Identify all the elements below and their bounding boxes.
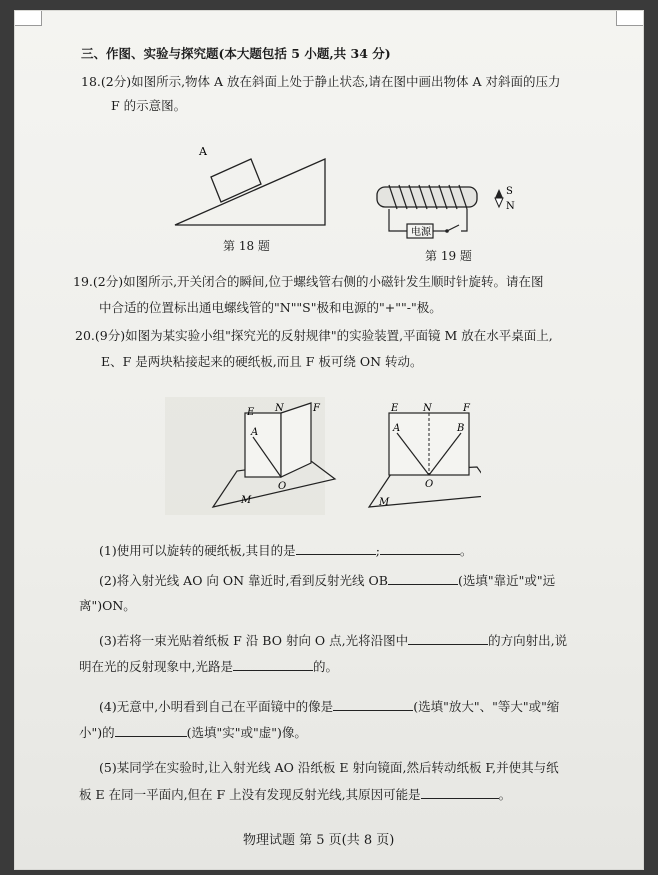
block-a <box>211 159 261 202</box>
needle-n-label: N <box>506 201 515 212</box>
label-m-right: M <box>379 497 390 508</box>
needle-n-end <box>495 198 503 207</box>
q20-sub1: (1)使用可以旋转的硬纸板,其目的是 ; 。 <box>99 543 473 558</box>
exam-page <box>14 10 644 870</box>
q18-text-line1: 18.(2分)如图所示,物体 A 放在斜面上处于静止状态,请在图中画出物体 A 对斜面的压力 <box>81 74 561 89</box>
q20-reflection-figures <box>161 383 481 519</box>
q19-solenoid-figure <box>367 171 527 247</box>
label-f-right: F <box>463 403 470 414</box>
q20-sub2-line2: 离")ON。 <box>79 598 136 613</box>
page-corner-mark <box>616 11 643 26</box>
switch-lever <box>447 225 459 231</box>
q20-sub2: (2)将入射光线 AO 向 ON 靠近时,看到反射光线 OB (选填"靠近"或"远 <box>99 573 556 588</box>
label-o-right: O <box>425 479 434 490</box>
q19-caption: 第 19 题 <box>425 249 472 263</box>
label-o-left: O <box>278 481 287 492</box>
board-e-left <box>245 413 281 477</box>
label-a-left: A <box>251 427 259 438</box>
label-n-right: N <box>423 403 432 414</box>
needle-s-label: S <box>506 186 513 197</box>
q18-text-line2: F 的示意图。 <box>111 98 187 113</box>
label-f-left: F <box>313 403 320 414</box>
q20-text-line1: 20.(9分)如图为某实验小组"探究光的反射规律"的实验装置,平面镜 M 放在水平桌面上, <box>75 328 553 343</box>
label-a: A <box>199 145 207 158</box>
label-e-right: E <box>391 403 399 414</box>
power-source-label: 电源 <box>411 227 431 238</box>
q20-text-line2: E、F 是两块粘接起来的硬纸板,而且 F 板可绕 ON 转动。 <box>101 354 423 369</box>
switch-pivot <box>445 229 449 233</box>
q20-sub3: (3)若将一束光贴着纸板 F 沿 BO 射向 O 点,光将沿图中 的方向射出,说 <box>99 633 568 648</box>
solenoid-core <box>377 187 477 207</box>
q19-text-line1: 19.(2分)如图所示,开关闭合的瞬间,位于螺线管右侧的小磁针发生顺时针旋转。请在图 <box>73 274 544 289</box>
q20-sub5-blank[interactable] <box>421 785 499 799</box>
q20-sub3-line2: 明在光的反射现象中,光路是 的。 <box>79 659 338 674</box>
q20-sub1-blank-b[interactable] <box>380 541 460 555</box>
incline-triangle <box>175 159 325 225</box>
q20-sub3-blank-b[interactable] <box>233 657 313 671</box>
q20-sub5-line2: 板 E 在同一平面内,但在 F 上没有发现反射光线,其原因可能是 。 <box>79 787 512 802</box>
label-m-left: M <box>241 495 252 506</box>
q20-sub4-blank-b[interactable] <box>115 723 187 737</box>
label-e-left: E <box>247 407 255 418</box>
label-a-right: A <box>393 423 401 434</box>
page-corner-mark <box>15 11 42 26</box>
page-footer: 物理试题 第 5 页(共 8 页) <box>243 833 395 848</box>
needle-s-end <box>495 189 503 198</box>
q20-sub4-line2: 小")的 (选填"实"或"虚")像。 <box>79 725 307 740</box>
q18-caption: 第 18 题 <box>223 239 270 253</box>
label-b-right: B <box>457 423 465 434</box>
q20-sub1-blank-a[interactable] <box>296 541 376 555</box>
q18-incline-figure <box>165 137 335 227</box>
wire-left <box>389 209 407 231</box>
q20-sub5-line1: (5)某同学在实验时,让入射光线 AO 沿纸板 E 射向镜面,然后转动纸板 F,并使其与纸 <box>99 760 559 775</box>
q20-sub4-blank-a[interactable] <box>333 697 413 711</box>
section-title: 三、作图、实验与探究题(本大题包括 5 小题,共 34 分) <box>81 46 391 61</box>
q19-text-line2: 中合适的位置标出通电螺线管的"N""S"极和电源的"+""-"极。 <box>99 300 442 315</box>
wire-right <box>461 209 467 231</box>
q20-sub3-blank-a[interactable] <box>408 631 488 645</box>
label-n-left: N <box>275 403 284 414</box>
q20-sub4: (4)无意中,小明看到自己在平面镜中的像是 (选填"放大"、"等大"或"缩 <box>99 699 560 714</box>
q20-sub2-blank[interactable] <box>388 571 458 585</box>
